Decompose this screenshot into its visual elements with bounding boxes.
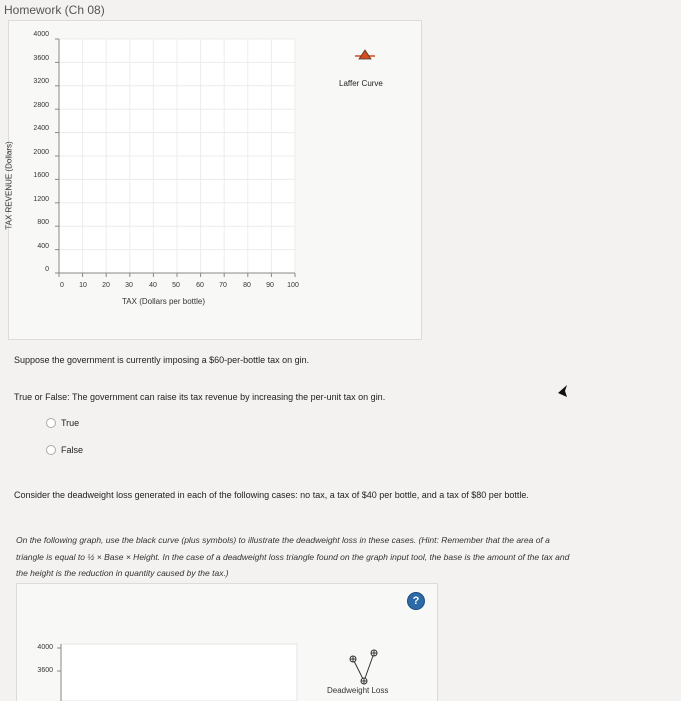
y-tick-label: 4000 [33, 31, 49, 38]
y-tick-label: 3200 [33, 78, 49, 85]
x-tick-label: 70 [219, 282, 227, 289]
x-tick-label: 40 [149, 282, 157, 289]
y-tick-label: 3600 [37, 667, 53, 674]
y-tick-label: 400 [37, 243, 49, 250]
plot-area[interactable] [61, 644, 297, 701]
x-tick-label: 20 [102, 282, 110, 289]
x-tick-label: 90 [266, 282, 274, 289]
hint-line-2: triangle is equal to ½ × Base × Height. In the case of a deadweight loss triangle found on the graph input tool, the base is the amount of the tax and [16, 552, 570, 562]
y-tick-marks [55, 39, 59, 273]
deadweight-loss-tool-icon[interactable] [350, 650, 377, 684]
option-false[interactable] [46, 445, 83, 455]
radio-button[interactable] [46, 445, 56, 455]
x-tick-label: 60 [196, 282, 204, 289]
question1-statement: Suppose the government is currently imposing a $60-per-bottle tax on gin. [14, 355, 310, 365]
option-label: False [61, 445, 84, 455]
y-tick-label: 2000 [33, 149, 49, 156]
deadweight-graph-svg[interactable] [17, 584, 437, 701]
hint-line-1: On the following graph, use the black curve (plus symbols) to illustrate the deadweight loss in these cases. (Hint: Remember that the area of a [16, 535, 550, 545]
hint-line-3: the height is the reduction in quantity caused by the tax.) [16, 568, 229, 578]
x-tick-label: 100 [287, 282, 299, 289]
y-axis-title: TAX REVENUE (Dollars) [4, 141, 14, 230]
laffer-graph-panel [4, 20, 422, 340]
option-true[interactable] [46, 418, 79, 428]
x-tick-label: 80 [243, 282, 251, 289]
question1-prompt: True or False: The government can raise its tax revenue by increasing the per-unit tax on gin. [14, 392, 386, 402]
app-title: Homework (Ch 08) [4, 3, 105, 17]
y-tick-label: 4000 [37, 644, 53, 651]
y-tick-label: 2400 [33, 125, 49, 132]
y-tick-label: 0 [45, 266, 49, 273]
mouse-cursor-icon [558, 385, 568, 399]
x-tick-label: 30 [125, 282, 133, 289]
y-tick-label: 2800 [33, 102, 49, 109]
x-tick-label: 0 [60, 282, 64, 289]
x-axis-title: TAX (Dollars per bottle) [122, 297, 205, 306]
y-tick-label: 1600 [33, 172, 49, 179]
x-tick-label: 10 [79, 282, 87, 289]
y-tick-label: 1200 [33, 196, 49, 203]
x-tick-label: 50 [172, 282, 180, 289]
triangle-marker-icon[interactable] [355, 50, 375, 59]
deadweight-graph-panel [16, 583, 438, 701]
laffer-graph-svg[interactable] [9, 21, 421, 339]
option-label: True [61, 418, 80, 428]
deadweight-loss-legend-label: Deadweight Loss [327, 686, 389, 695]
y-tick-label: 3600 [33, 55, 49, 62]
question2-intro: Consider the deadweight loss generated in each of the following cases: no tax, a tax of $40 per bottle, and a tax of $80 per bottle. [14, 490, 529, 500]
laffer-curve-legend-label: Laffer Curve [339, 79, 383, 88]
x-tick-marks [59, 273, 295, 277]
help-button[interactable]: ? [407, 592, 425, 610]
radio-button[interactable] [46, 418, 56, 428]
y-tick-label: 800 [37, 219, 49, 226]
